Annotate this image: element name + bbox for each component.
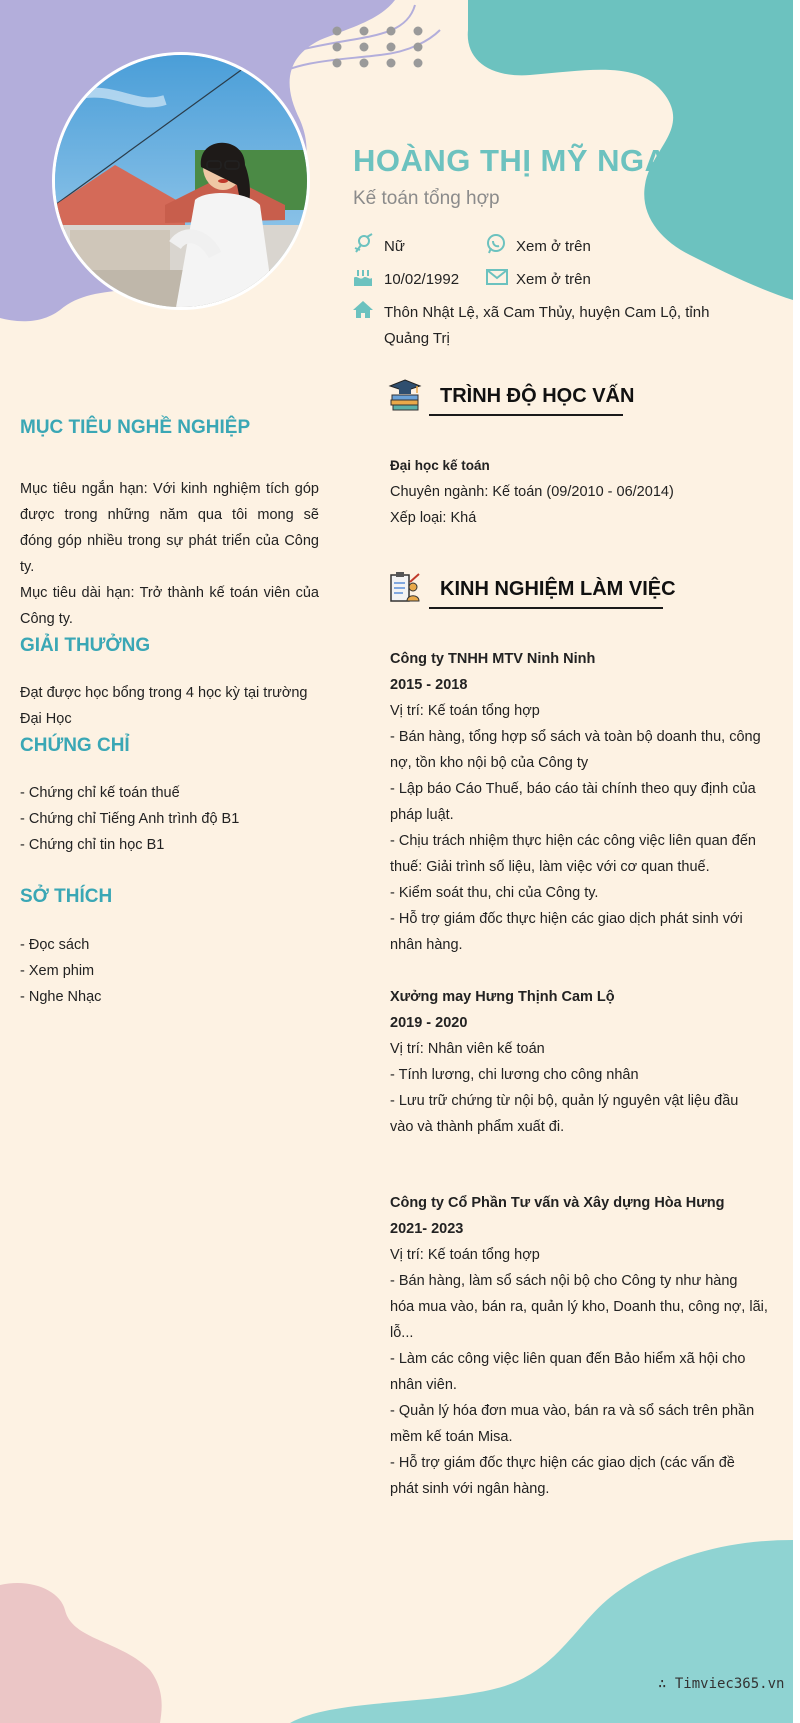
job-duty-line: - Chịu trách nhiệm thực hiện các công việc liên quan đến <box>390 833 756 849</box>
certificate-item: - Chứng chỉ Tiếng Anh trình độ B1 <box>20 811 240 827</box>
job-duty-line: - Tính lương, chi lương cho công nhân <box>390 1067 639 1083</box>
objective-line: đóng góp nhiều trong sự phát triển của Công <box>20 533 319 549</box>
job-entry-1 <box>390 646 780 958</box>
education-school: Đại học kế toán <box>390 458 490 473</box>
gender-value: Nữ <box>384 238 405 255</box>
hobbies-title: SỞ THÍCH <box>20 886 113 907</box>
birthday-value: 10/02/1992 <box>384 271 460 288</box>
job-duty-line: - Bán hàng, làm sổ sách nội bộ cho Công ty như hàng <box>390 1273 738 1289</box>
award-line: Đại Học <box>20 711 72 727</box>
certificates-title: CHỨNG CHỈ <box>20 735 130 756</box>
job-duty-line: - Hỗ trợ giám đốc thực hiện các giao dịch phát sinh với <box>390 911 743 927</box>
certificates-list <box>20 780 319 858</box>
email-icon <box>485 266 509 288</box>
job-company: Công ty TNHH MTV Ninh Ninh <box>390 651 596 667</box>
education-details <box>390 453 770 531</box>
job-duty-line: lỗ... <box>390 1325 414 1341</box>
job-duty-line: thuế: Giải trình số liệu, làm việc với cơ quan thuế. <box>390 859 710 875</box>
hobby-item: - Nghe Nhạc <box>20 989 102 1005</box>
gender-icon <box>352 233 374 255</box>
job-duty-line: nợ, tồn kho nội bộ của Công ty <box>390 755 589 771</box>
site-watermark: ∴ Timviec365.vn <box>658 1676 785 1692</box>
candidate-name: HOÀNG THỊ MỸ NGA <box>353 143 668 178</box>
job-duty-line: - Lập báo Cáo Thuế, báo cáo tài chính theo quy định của <box>390 781 756 797</box>
objective-line: Mục tiêu ngắn hạn: Với kinh nghiệm tích góp <box>20 481 319 497</box>
hobbies-list <box>20 932 319 1010</box>
address-line-2: Quảng Trị <box>384 330 450 347</box>
job-duty-line: - Lưu trữ chứng từ nội bộ, quản lý nguyên vật liệu đầu <box>390 1093 739 1109</box>
address-line-1: Thôn Nhật Lệ, xã Cam Thủy, huyện Cam Lộ, tỉnh <box>384 304 710 321</box>
job-company: Xưởng may Hưng Thịnh Cam Lộ <box>390 989 615 1005</box>
certificate-item: - Chứng chỉ kế toán thuế <box>20 785 180 801</box>
job-entry-2 <box>390 984 780 1140</box>
birthday-cake-icon <box>352 266 374 288</box>
objective-line: Công ty. <box>20 611 73 627</box>
certificate-item: - Chứng chỉ tin học B1 <box>20 837 165 853</box>
objective-title: MỤC TIÊU NGHỀ NGHIỆP <box>20 417 251 438</box>
awards-text <box>20 680 319 732</box>
job-duty-line: - Làm các công việc liên quan đến Bảo hiểm xã hội cho <box>390 1351 746 1367</box>
education-rank: Xếp loại: Khá <box>390 510 477 526</box>
hobby-item: - Xem phim <box>20 963 95 979</box>
education-title: TRÌNH ĐỘ HỌC VẤN <box>440 385 635 407</box>
hobby-item: - Đọc sách <box>20 937 90 953</box>
job-duty-line: phát sinh với ngân hàng. <box>390 1481 550 1497</box>
education-title-underline <box>429 414 623 416</box>
job-company: Công ty Cổ Phần Tư vấn và Xây dựng Hòa Hưng <box>390 1195 725 1211</box>
job-duty-line: - Kiểm soát thu, chi của Công ty. <box>390 885 599 901</box>
award-line: Đạt được học bổng trong 4 học kỳ tại trường <box>20 685 308 701</box>
whatsapp-phone-icon <box>485 233 507 255</box>
email-value: Xem ở trên <box>516 271 591 288</box>
job-duty-line: - Quản lý hóa đơn mua vào, bán ra và sổ sách trên phần <box>390 1403 755 1419</box>
education-books-icon <box>388 378 422 412</box>
objective-line: ty. <box>20 559 35 575</box>
job-duty-line: hóa mua vào, bán ra, quản lý kho, Doanh thu, công nợ, lãi, <box>390 1299 768 1315</box>
objective-text <box>20 476 319 632</box>
experience-title-underline <box>429 607 663 609</box>
job-position: Vị trí: Kế toán tổng hợp <box>390 703 540 719</box>
job-duty-line: - Hỗ trợ giám đốc thực hiện các giao dịch (các vấn đề <box>390 1455 735 1471</box>
job-title: Kế toán tổng hợp <box>353 188 500 209</box>
job-duty-line: mềm kế toán Misa. <box>390 1429 513 1445</box>
objective-line: Mục tiêu dài hạn: Trở thành kế toán viên của <box>20 585 319 601</box>
education-major: Chuyên ngành: Kế toán (09/2010 - 06/2014) <box>390 484 674 500</box>
profile-photo <box>52 52 310 310</box>
experience-title: KINH NGHIỆM LÀM VIỆC <box>440 578 676 600</box>
job-duty-line: nhân viên. <box>390 1377 457 1393</box>
job-position: Vị trí: Kế toán tổng hợp <box>390 1247 540 1263</box>
job-position: Vị trí: Nhân viên kế toán <box>390 1041 545 1057</box>
experience-checklist-icon <box>388 571 422 605</box>
job-duty-line: vào và thành phẩm xuất đi. <box>390 1119 565 1135</box>
job-period: 2019 - 2020 <box>390 1015 468 1031</box>
phone-value: Xem ở trên <box>516 238 591 255</box>
home-icon <box>352 299 374 321</box>
objective-line: được trong những năm qua tôi mong sẽ <box>20 507 319 523</box>
job-duty-line: nhân hàng. <box>390 937 463 953</box>
job-entry-3 <box>390 1190 780 1502</box>
job-duty-line: pháp luật. <box>390 807 454 823</box>
awards-title: GIẢI THƯỞNG <box>20 635 151 656</box>
job-period: 2015 - 2018 <box>390 677 468 693</box>
job-duty-line: - Bán hàng, tổng hợp sổ sách và toàn bộ doanh thu, công <box>390 729 761 745</box>
job-period: 2021- 2023 <box>390 1221 464 1237</box>
